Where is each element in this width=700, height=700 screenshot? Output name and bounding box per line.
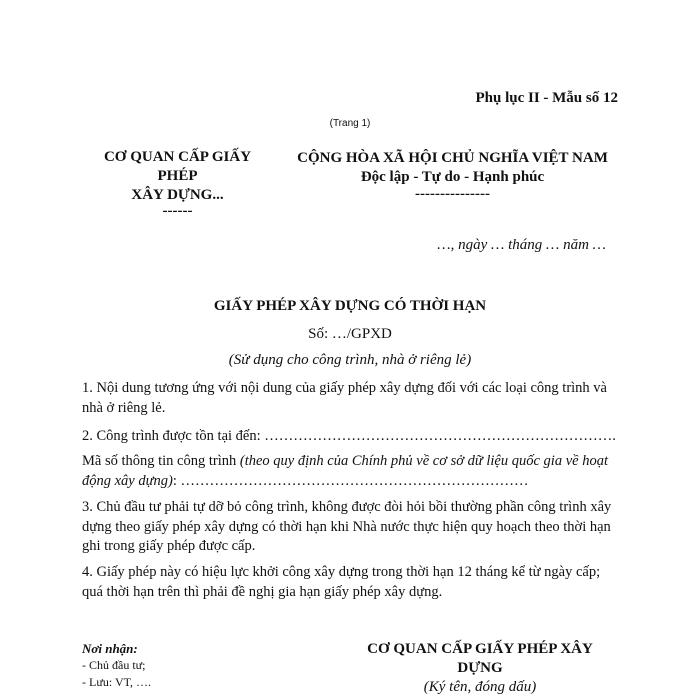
agency-rule: ------ [162,203,193,219]
signature-note: (Ký tên, đóng dấu) [423,679,537,695]
document-subtitle: (Sử dụng cho công trình, nhà ở riêng lẻ) [228,352,472,368]
signature-block [345,640,615,697]
issuing-agency-header [95,148,260,217]
state-rule: --------------- [415,186,490,202]
paragraph-3: 3. Chủ đầu tư phải tự dỡ bỏ công trình, không được đòi hỏi bồi thường phần công trình xây dựng theo giấy phép xây dựng có thời hạn khi Nhà nước thực hiện quy hoạch theo thời hạn ghi trong giấy phép được cấp. [82,499,612,554]
paragraph-code [82,452,622,491]
document-number: Số: …/GPXD [308,326,392,342]
page-label: (Trang 1) [329,118,371,129]
recipient-item: - Lưu: VT, …. [82,675,152,689]
code-lead: Mã số thông tin công trình [82,453,240,469]
recipient-item: - Chủ đầu tư; [82,658,146,672]
appendix-label: Phụ lục II - Mẫu số 12 [475,90,618,106]
state-name: CỘNG HÒA XÃ HỘI CHỦ NGHĨA VIỆT NAM [297,150,608,166]
document-title: GIẤY PHÉP XÂY DỰNG CÓ THỜI HẠN [213,298,487,314]
agency-line-3: XÂY DỰNG... [131,187,224,203]
recipients-block [82,640,302,691]
date-line: …, ngày … tháng … năm … [437,237,606,253]
signature-title-line-2: DỰNG [457,660,503,676]
national-header [280,149,625,201]
state-motto: Độc lập - Tự do - Hạnh phúc [360,169,545,185]
paragraph-2: 2. Công trình được tồn tại đến: ………………………………………………………………. [82,428,616,444]
agency-line-1: CƠ QUAN CẤP GIẤY [103,149,252,165]
paragraph-1: 1. Nội dung tương ứng với nội dung của giấy phép xây dựng đối với các loại công trình và nhà ở riêng lẻ. [82,380,607,416]
signature-title-line-1: CƠ QUAN CẤP GIẤY PHÉP XÂY [367,641,593,657]
code-note: (theo quy định của Chính phủ về cơ sở dữ liệu quốc gia về hoạt động xây dựng) [82,453,608,489]
paragraph-4: 4. Giấy phép này có hiệu lực khởi công xây dựng trong thời hạn 12 tháng kể từ ngày cấp; quá thời hạn trên thì phải đề nghị gia hạn giấy phép xây dựng. [82,564,601,600]
agency-line-2: PHÉP [157,168,198,184]
recipients-label: Nơi nhận: [82,641,138,656]
code-tail: : ……………………………………………………………… [172,472,529,489]
